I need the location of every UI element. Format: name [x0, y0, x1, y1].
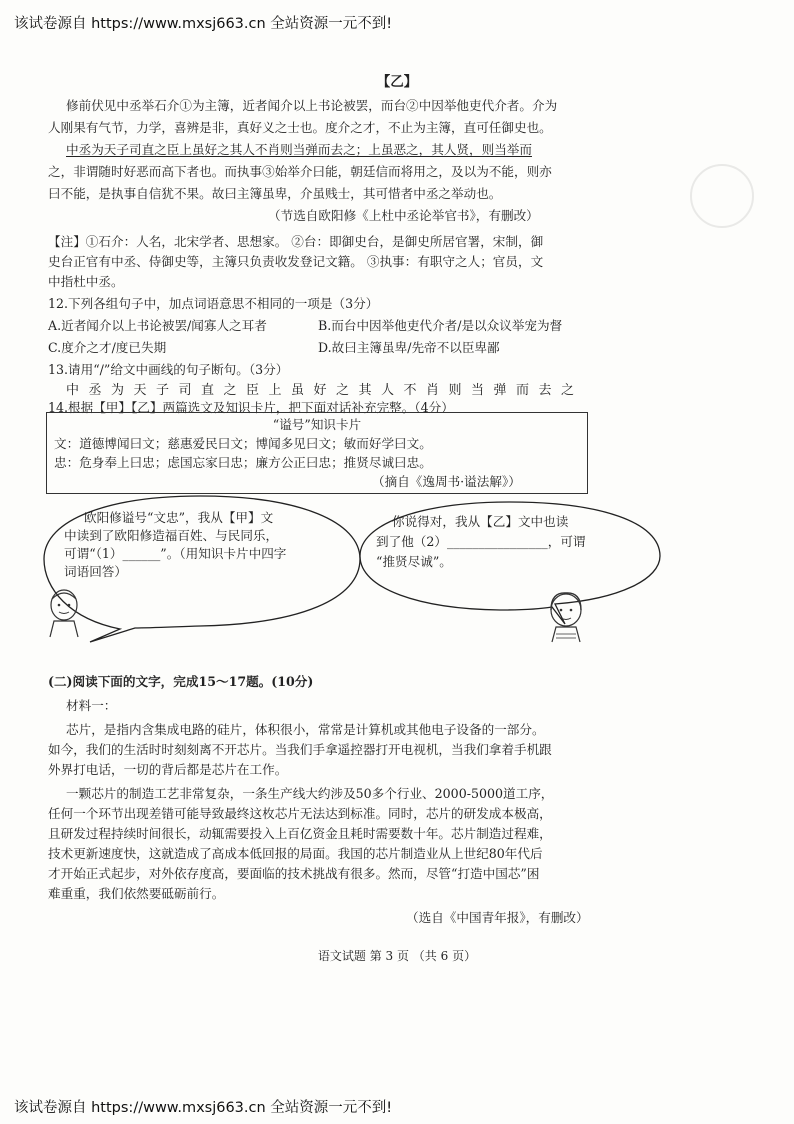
card-line-zhong: 忠：危身奉上曰忠；虑国忘家曰忠；廉方公正曰忠；推贤尽诚曰忠。 [54, 455, 432, 470]
right-bubble-line-3: “推贤尽诚”。 [376, 554, 452, 569]
q13-stem: 13.请用“/”给文中画线的句子断句。（3分） [48, 362, 289, 377]
card-title: “谥号”知识卡片 [272, 417, 362, 432]
yi-line-3-underlined: 中丞为天子司直之臣上虽好之其人不肖则当弹而去之；上虽恶之，其人贤，则当举而 [66, 142, 532, 157]
para-line-9: 难重重，我们依然要砥砺前行。 [48, 886, 225, 901]
q12-option-b: B.而台中因举他吏代介者/是以众议举宠为督 [318, 318, 563, 333]
q14-stem: 14.根据【甲】【乙】两篇选文及知识卡片，把下面对话补充完整。（4分） [48, 400, 454, 415]
material-one-title: 材料一： [66, 698, 117, 713]
q12-option-c: C.度介之才/度已失期 [48, 340, 167, 355]
para-line-4: 一颗芯片的制造工艺非常复杂，一条生产线大约涉及50多个行业、2000-5000道工序， [66, 786, 554, 801]
left-bubble-line-1: 欧阳修谥号“文忠”，我从【甲】文 [84, 510, 274, 525]
right-bubble-line-1: 你说得对，我从【乙】文中也读 [392, 514, 569, 529]
girl-figure-icon [551, 593, 581, 642]
para-line-1: 芯片，是指内含集成电路的硅片，体积很小，常常是计算机或其他电子设备的一部分。 [66, 722, 545, 737]
yi-line-1: 修前伏见中丞举石介①为主簿，近者闻介以上书论被罢，而台②中因举他吏代介者。介为 [66, 98, 558, 113]
card-source: （摘自《逸周书·谥法解》） [372, 474, 521, 489]
source-banner-top: 该试卷源自 https://www.mxsj663.cn 全站资源一元不到! [14, 16, 393, 32]
left-bubble-line-2: 中读到了欧阳修造福百姓、与民同乐， [64, 528, 279, 543]
part2-source: （选自《中国青年报》，有删改） [406, 910, 589, 925]
card-line-wen: 文：道德博闻曰文；慈惠爱民曰文；博闻多见曰文；敏而好学曰文。 [54, 436, 432, 451]
right-bubble-line-2: 到了他（2）________________，可谓 [376, 534, 586, 549]
note-line-2: 史台正官有中丞、侍御史等，主簿只负责收发登记文籍。 ③执事：有职守之人；官员，文 [48, 254, 544, 269]
q12-option-d: D.故曰主簿虽卑/先帝不以臣卑鄙 [318, 340, 500, 355]
part2-heading: (二)阅读下面的文字，完成15～17题。(10分) [48, 674, 314, 689]
para-line-3: 外界打电话，一切的背后都是芯片在工作。 [48, 762, 288, 777]
source-banner-bottom: 该试卷源自 https://www.mxsj663.cn 全站资源一元不到! [14, 1100, 393, 1116]
note-line-1: 【注】①石介：人名，北宋学者、思想家。 ②台：即御史台，是御史所居官署，宋制，御 [48, 234, 544, 249]
section-title-yi: 【乙】 [376, 74, 418, 90]
q12-option-a: A.近者闻介以上书论被罢/闻寡人之耳者 [48, 318, 267, 333]
yi-line-4: 之，非谓随时好恶而高下者也。而执事③始举介曰能，朝廷信而将用之，及以为不能，则亦 [48, 164, 552, 179]
boy-figure-icon [50, 590, 78, 637]
para-line-8: 才开始正式起步，对外依存度高，要面临的技术挑战有很多。然而，尽管“打造中国芯”困 [48, 866, 540, 881]
yi-source: （节选自欧阳修《上杜中丞论举官书》，有删改） [268, 208, 539, 223]
note-line-3: 中指杜中丞。 [48, 274, 124, 289]
left-bubble-line-3: 可谓“（1）______”。（用知识卡片中四字 [64, 546, 287, 561]
yi-line-2: 人刚果有气节，力学，喜辨是非，真好义之士也。度介之才，不止为主簿，直可任御史也。 [48, 120, 552, 135]
page-footer: 语文试题 第 3 页 （共 6 页） [317, 949, 477, 963]
q13-sentence: 中丞为天子司直之臣上虽好之其人不肖则当弹而去之 [66, 383, 584, 398]
left-bubble-line-4: 词语回答） [64, 564, 127, 579]
yi-line-5: 曰不能，是执事自信犹不果。故曰主簿虽卑，介虽贱士，其可惜者中丞之举动也。 [48, 186, 502, 201]
para-line-2: 如今，我们的生活时时刻刻离不开芯片。当我们手拿遥控器打开电视机，当我们拿着手机跟 [48, 742, 552, 757]
exam-page [0, 44, 794, 1084]
q12-stem: 12.下列各组句子中，加点词语意思不相同的一项是（3分） [48, 296, 379, 311]
para-line-7: 技术更新速度快，这就造成了高成本低回报的局面。我国的芯片制造业从上世纪80年代后 [48, 846, 543, 861]
para-line-6: 且研发过程持续时间很长，动辄需要投入上百亿资金且耗时需要数十年。芯片制造过程难， [48, 826, 552, 841]
para-line-5: 任何一个环节出现差错可能导致最终这枚芯片无法达到标准。同时，芯片的研发成本极高， [48, 806, 552, 821]
